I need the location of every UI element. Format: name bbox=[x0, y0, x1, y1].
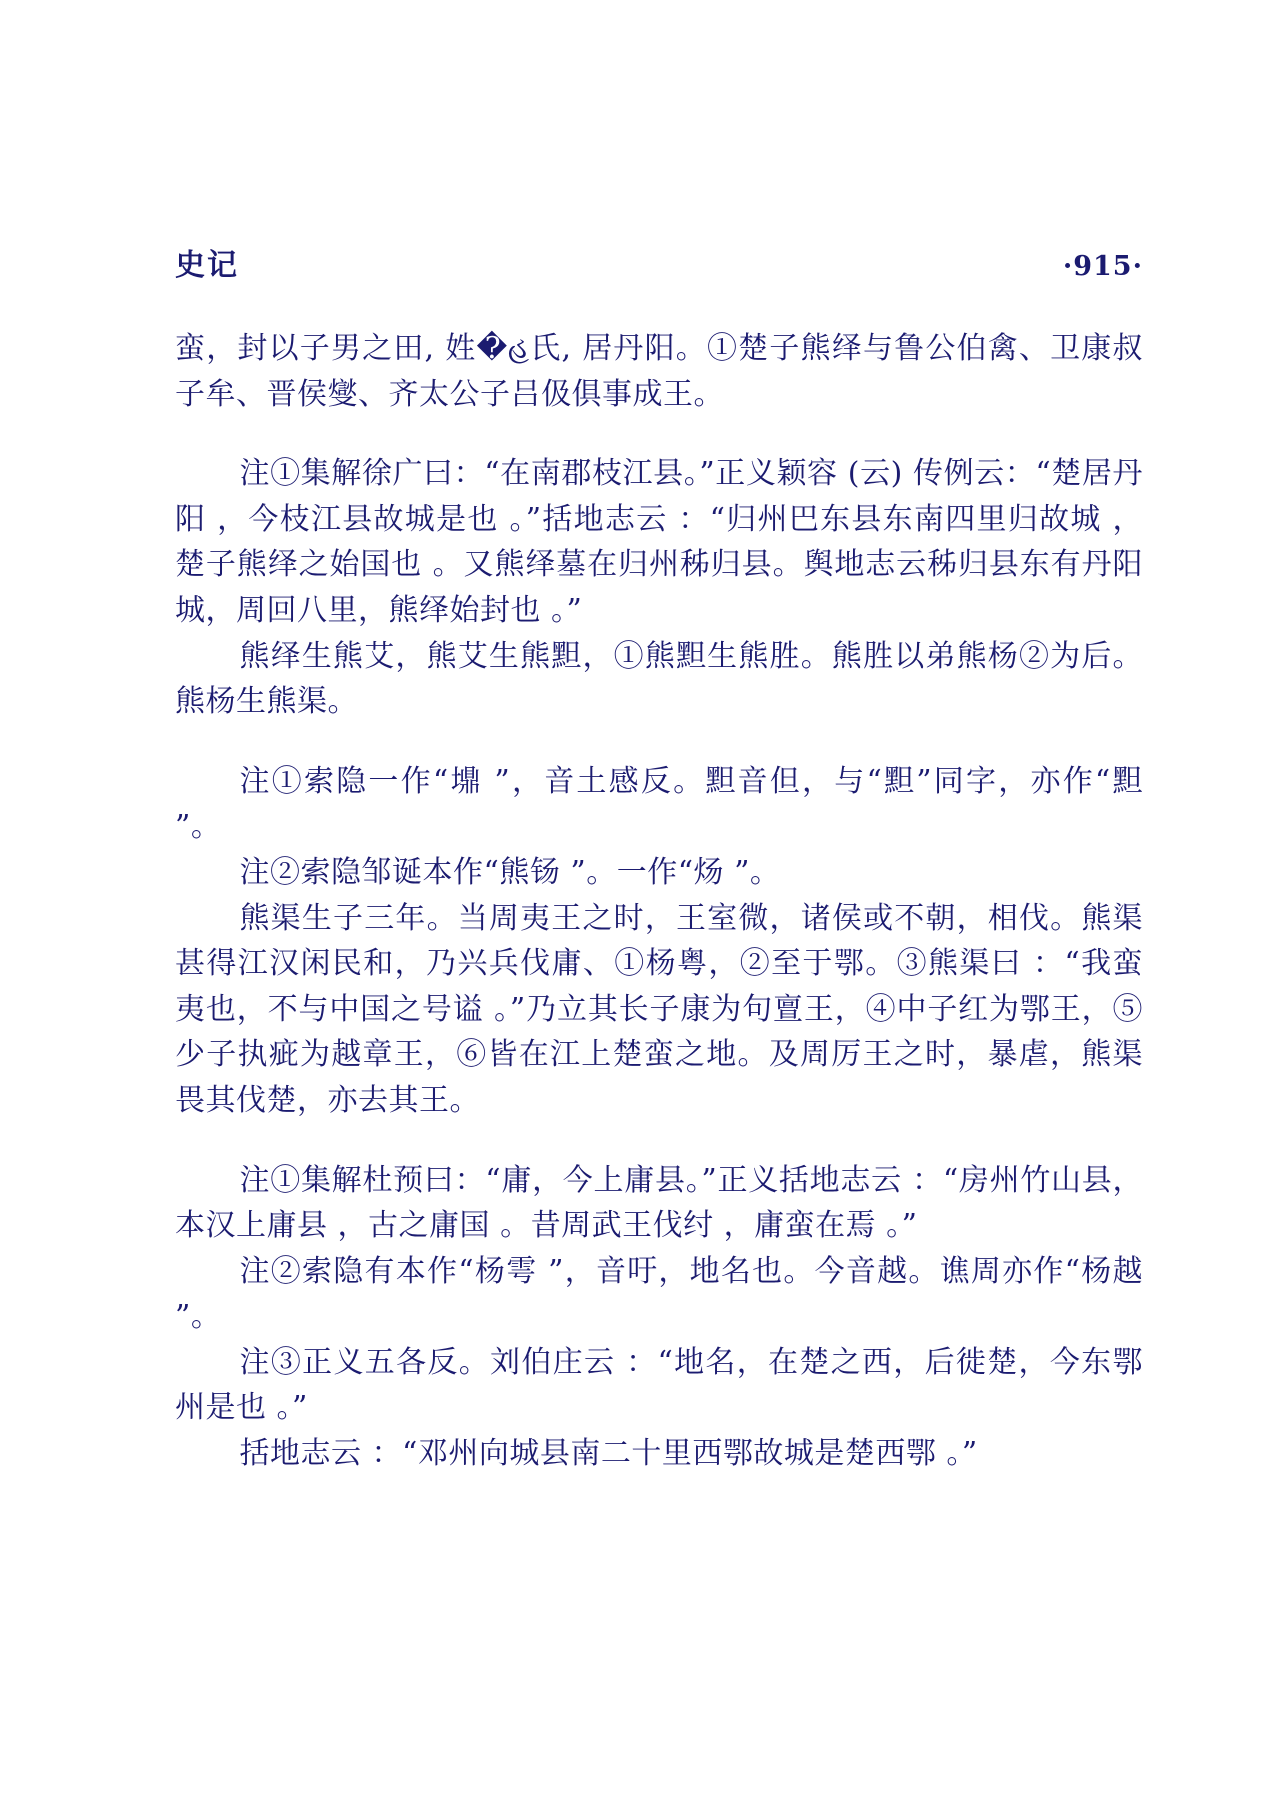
paragraph-main-1: 蛮，封以子男之田, 姓�હ氏, 居丹阳。①楚子熊绎与鲁公伯禽、卫康叔子牟、晋侯燮、齐太公子吕伋俱事成王。 bbox=[175, 331, 1143, 412]
paragraph-note-5: 注②索隐有本作“杨雩 ”，音吁，地名也。今音越。谯周亦作“杨越 ”。 bbox=[175, 1253, 1143, 1335]
book-title: 史记 bbox=[175, 248, 239, 283]
paragraph-spacer bbox=[175, 725, 1143, 759]
paragraph-main-3: 熊渠生子三年。当周夷王之时，王室微，诸侯或不朝，相伐。熊渠甚得江汉闲民和，乃兴兵伐庸、①杨粤，②至于鄂。③熊渠曰 ：“我蛮夷也，不与中国之号谥 。”乃立其长子康为句亶王，④中子红为鄂王，⑤少子执疵为越章王，⑥皆在江上楚蛮之地。及周厉王之时，暴虐，熊渠畏其伐楚，亦去其王。 bbox=[175, 900, 1143, 1118]
paragraph-main-2: 熊绎生熊艾，熊艾生熊䵣，①熊䵣生熊胜。熊胜以弟熊杨②为后。熊杨生熊渠。 bbox=[175, 638, 1143, 720]
paragraph-note-6: 注③正义五各反。刘伯庄云 ：“地名，在楚之西，后徙楚，今东鄂州是也 。” bbox=[175, 1344, 1143, 1426]
page-body bbox=[175, 326, 1143, 1477]
paragraph-spacer bbox=[175, 417, 1143, 451]
paragraph-note-1: 注①集解徐广曰：“在南郡枝江县。”正义颖容 (云) 传例云：“楚居丹阳 ，今枝江县故城是也 。”括地志云 ：“归州巴东县东南四里归故城 ，楚子熊绎之始国也 。又熊绎墓在归州秭归县。舆地志云秭归县东有丹阳城，周回八里，熊绎始封也 。” bbox=[175, 456, 1143, 628]
page-number: ·915· bbox=[1062, 251, 1143, 282]
paragraph-note-7: 括地志云 ：“邓州向城县南二十里西鄂故城是楚西鄂 。” bbox=[239, 1436, 978, 1472]
paragraph-spacer bbox=[175, 1124, 1143, 1158]
page-header bbox=[175, 240, 1143, 284]
paragraph-note-4: 注①集解杜预曰：“庸，今上庸县。”正义括地志云 ：“房州竹山县，本汉上庸县 ，古之庸国 。昔周武王伐纣 ，庸蛮在焉 。” bbox=[175, 1162, 1143, 1244]
paragraph-note-2: 注①索隐一作“䵺 ”，音土感反。䵣音但，与“䵣”同字，亦作“䵣 ”。 bbox=[175, 763, 1143, 845]
paragraph-note-3: 注②索隐邹诞本作“熊钖 ”。一作“炀 ”。 bbox=[239, 854, 781, 890]
